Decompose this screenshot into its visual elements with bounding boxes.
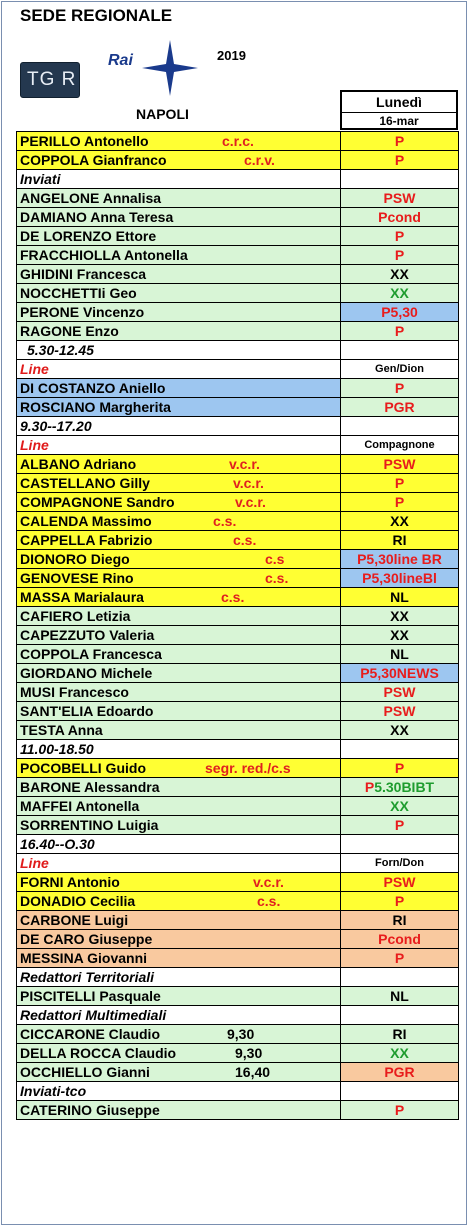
staff-role: c.r.v.: [244, 152, 275, 168]
shift-value: [341, 341, 459, 360]
table-row: [17, 132, 459, 151]
shift-value: P: [341, 474, 459, 493]
table-row: [17, 170, 459, 189]
table-row: [17, 645, 459, 664]
staff-name: CICCARONE Claudio 9,30: [17, 1025, 341, 1044]
table-row: [17, 398, 459, 417]
staff-name: DONADIO Cecilia c.s.: [17, 892, 341, 911]
shift-value: PSW: [341, 683, 459, 702]
shift-value: NL: [341, 987, 459, 1006]
table-row: [17, 930, 459, 949]
staff-name: MAFFEI Antonella: [17, 797, 341, 816]
shift-value: NL: [341, 588, 459, 607]
line-assignee: Gen/Dion: [341, 360, 459, 379]
staff-role: v.c.r.: [253, 874, 284, 890]
table-row: [17, 987, 459, 1006]
line-label: Line: [17, 436, 341, 455]
table-row: [17, 303, 459, 322]
shift-value: [341, 740, 459, 759]
table-row: [17, 151, 459, 170]
table-row: [17, 360, 459, 379]
table-row: [17, 1082, 459, 1101]
shift-value: [341, 417, 459, 436]
shift-value: P5,30lineBl: [341, 569, 459, 588]
staff-role: segr. red./c.s: [205, 760, 291, 776]
table-row: [17, 721, 459, 740]
staff-name: COPPOLA Gianfranco c.r.v.: [17, 151, 341, 170]
shift-value: P: [341, 132, 459, 151]
line-assignee: Forn/Don: [341, 854, 459, 873]
table-row: [17, 816, 459, 835]
staff-name: BARONE Alessandra: [17, 778, 341, 797]
shift-value: NL: [341, 645, 459, 664]
staff-time: 16,40: [235, 1064, 271, 1080]
rai-logo-text: Rai: [108, 52, 133, 69]
shift-value: XX: [341, 284, 459, 303]
table-row: [17, 246, 459, 265]
staff-name: DAMIANO Anna Teresa: [17, 208, 341, 227]
tgr-logo: [20, 62, 80, 98]
staff-name: DE LORENZO Ettore: [17, 227, 341, 246]
shift-value: PSW: [341, 873, 459, 892]
staff-name: FORNI Antonio v.c.r.: [17, 873, 341, 892]
table-row: [17, 1101, 459, 1120]
staff-role: c.r.c.: [222, 133, 254, 149]
staff-name: TESTA Anna: [17, 721, 341, 740]
page-title: SEDE REGIONALE: [20, 6, 173, 25]
staff-role: c.s.: [233, 532, 257, 548]
date-label: 16-mar: [379, 114, 419, 128]
staff-name: CALENDA Massimo c.s.: [17, 512, 341, 531]
shift-value: P: [341, 1101, 459, 1120]
shift-value: P5,30line BR: [341, 550, 459, 569]
table-row: [17, 854, 459, 873]
table-row: [17, 702, 459, 721]
shift-value: PGR: [341, 1063, 459, 1082]
line-label: Line: [17, 854, 341, 873]
staff-name: GIORDANO Michele: [17, 664, 341, 683]
staff-role: v.c.r.: [229, 456, 260, 472]
table-row: [17, 740, 459, 759]
time-slot-label: 5.30-12.45: [17, 341, 341, 360]
staff-name: DELLA ROCCA Claudio 9,30: [17, 1044, 341, 1063]
tgr-logo-text: TG R: [27, 69, 77, 90]
table-row: [17, 664, 459, 683]
shift-value: P: [341, 892, 459, 911]
staff-role: c.s.: [265, 570, 289, 586]
staff-time: 9,30: [227, 1026, 255, 1042]
table-row: [17, 436, 459, 455]
table-row: [17, 208, 459, 227]
table-row: [17, 588, 459, 607]
line-label: Line: [17, 360, 341, 379]
table-row: [17, 455, 459, 474]
table-row: [17, 265, 459, 284]
table-row: [17, 417, 459, 436]
shift-value: P: [341, 816, 459, 835]
table-row: [17, 949, 459, 968]
staff-name: CATERINO Giuseppe: [17, 1101, 341, 1120]
staff-name: GENOVESE Rino c.s.: [17, 569, 341, 588]
table-row: [17, 968, 459, 987]
shift-value: XX: [341, 1044, 459, 1063]
section-label: Redattori Territoriali: [17, 968, 341, 987]
staff-name: PISCITELLI Pasquale: [17, 987, 341, 1006]
table-row: [17, 797, 459, 816]
table-row: [17, 873, 459, 892]
shift-value: PSW: [341, 455, 459, 474]
city-label: NAPOLI: [136, 106, 189, 122]
shift-value: XX: [341, 607, 459, 626]
staff-name: CAPEZZUTO Valeria: [17, 626, 341, 645]
staff-name: DIONORO Diego c.s: [17, 550, 341, 569]
section-label: Inviati: [17, 170, 341, 189]
table-row: [17, 911, 459, 930]
table-row: [17, 1063, 459, 1082]
shift-value: P: [341, 322, 459, 341]
staff-name: ALBANO Adriano v.c.r.: [17, 455, 341, 474]
staff-name: NOCCHETTIi Geo: [17, 284, 341, 303]
table-row: [17, 284, 459, 303]
day-header: [340, 90, 458, 130]
staff-name: CAFIERO Letizia: [17, 607, 341, 626]
schedule-table: [16, 131, 459, 1120]
staff-role: c.s.: [213, 513, 237, 529]
table-row: [17, 778, 459, 797]
staff-time: 9,30: [235, 1045, 263, 1061]
shift-value: P: [341, 151, 459, 170]
table-row: [17, 759, 459, 778]
shift-value: [341, 968, 459, 987]
shift-value: PSW: [341, 189, 459, 208]
table-row: [17, 569, 459, 588]
shift-value: [341, 835, 459, 854]
staff-name: GHIDINI Francesca: [17, 265, 341, 284]
staff-role: v.c.r.: [235, 494, 266, 510]
table-row: [17, 474, 459, 493]
time-slot-label: 9.30--17.20: [17, 417, 341, 436]
shift-value: RI: [341, 911, 459, 930]
table-row: [17, 626, 459, 645]
table-row: [17, 607, 459, 626]
shift-value: XX: [341, 626, 459, 645]
staff-name: SANT'ELIA Edoardo: [17, 702, 341, 721]
staff-name: ANGELONE Annalisa: [17, 189, 341, 208]
table-row: [17, 379, 459, 398]
staff-name: MUSI Francesco: [17, 683, 341, 702]
line-assignee: Compagnone: [341, 436, 459, 455]
rai-star-icon: [140, 38, 200, 98]
table-row: [17, 227, 459, 246]
staff-name: COMPAGNONE Sandro v.c.r.: [17, 493, 341, 512]
shift-value: RI: [341, 1025, 459, 1044]
year-label: 2019: [217, 48, 246, 63]
table-row: [17, 683, 459, 702]
table-row: [17, 341, 459, 360]
table-row: [17, 835, 459, 854]
shift-value: XX: [341, 797, 459, 816]
table-row: [17, 550, 459, 569]
shift-value: PSW: [341, 702, 459, 721]
table-row: [17, 1044, 459, 1063]
table-row: [17, 512, 459, 531]
staff-role: c.s.: [257, 893, 281, 909]
shift-value: Pcond: [341, 208, 459, 227]
shift-value-suffix: 5.30BIBT: [374, 779, 435, 795]
staff-name: SORRENTINO Luigia: [17, 816, 341, 835]
staff-role: v.c.r.: [233, 475, 264, 491]
shift-value: RI: [341, 531, 459, 550]
staff-name: COPPOLA Francesca: [17, 645, 341, 664]
shift-value: P5.30BIBT: [341, 778, 459, 797]
table-row: [17, 1025, 459, 1044]
shift-value: P: [341, 227, 459, 246]
day-label: Lunedì: [342, 92, 456, 113]
shift-value: P: [341, 759, 459, 778]
shift-value: P5,30NEWS: [341, 664, 459, 683]
section-label: Inviati-tco: [17, 1082, 341, 1101]
table-row: [17, 531, 459, 550]
section-label: Redattori Multimediali: [17, 1006, 341, 1025]
staff-name: CASTELLANO Gilly v.c.r.: [17, 474, 341, 493]
table-row: [17, 322, 459, 341]
shift-value: [341, 170, 459, 189]
shift-value: XX: [341, 265, 459, 284]
shift-value: P: [341, 949, 459, 968]
shift-value: P: [341, 246, 459, 265]
shift-value: XX: [341, 721, 459, 740]
staff-name: POCOBELLI Guido segr. red./c.s: [17, 759, 341, 778]
staff-name: CARBONE Luigi: [17, 911, 341, 930]
staff-name: OCCHIELLO Gianni 16,40: [17, 1063, 341, 1082]
staff-role: c.s.: [221, 589, 245, 605]
time-slot-label: 16.40--O.30: [17, 835, 341, 854]
staff-name: PERONE Vincenzo: [17, 303, 341, 322]
shift-value: XX: [341, 512, 459, 531]
shift-value: P5,30: [341, 303, 459, 322]
shift-value: [341, 1082, 459, 1101]
staff-name: ROSCIANO Margherita: [17, 398, 341, 417]
staff-name: MESSINA Giovanni: [17, 949, 341, 968]
table-row: [17, 189, 459, 208]
table-row: [17, 1006, 459, 1025]
time-slot-label: 11.00-18.50: [17, 740, 341, 759]
staff-role: c.s: [265, 551, 285, 567]
shift-value: P: [341, 379, 459, 398]
staff-name: CAPPELLA Fabrizio c.s.: [17, 531, 341, 550]
staff-name: FRACCHIOLLA Antonella: [17, 246, 341, 265]
staff-name: RAGONE Enzo: [17, 322, 341, 341]
shift-value: Pcond: [341, 930, 459, 949]
staff-name: DI COSTANZO Aniello: [17, 379, 341, 398]
staff-name: DE CARO Giuseppe: [17, 930, 341, 949]
staff-name: PERILLO Antonello c.r.c.: [17, 132, 341, 151]
shift-value: P: [341, 493, 459, 512]
staff-name: MASSA Marialaura c.s.: [17, 588, 341, 607]
shift-value: [341, 1006, 459, 1025]
table-row: [17, 892, 459, 911]
table-row: [17, 493, 459, 512]
shift-value: PGR: [341, 398, 459, 417]
